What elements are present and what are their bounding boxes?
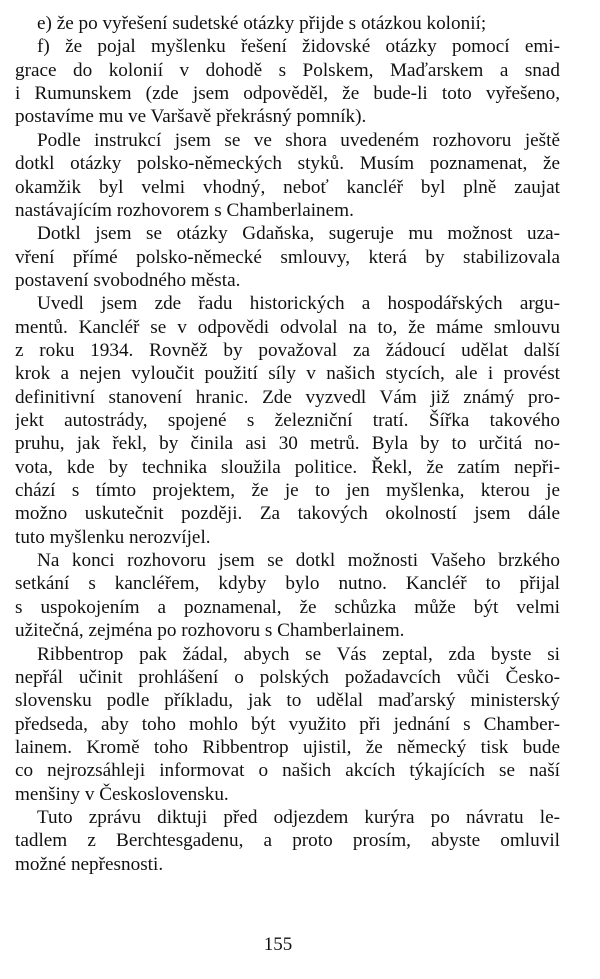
text-line: dotkl otázky polsko-německých styků. Musím poznamenat, že [15,153,560,175]
text-line: možno uskutečnit později. Za takových okolností jsem dále [15,503,560,525]
text-line: z roku 1934. Rovněž by považoval za žádoucí udělat další [15,339,560,361]
text-line: jekt autostrády, spojené s železniční tratí. Šířka takového [15,410,560,431]
text-line: Podle instrukcí jsem se ve shora uvedeném rozhovoru ještě [37,129,560,151]
page-number: 155 [263,934,293,955]
text-line: vření přímé polsko-německé smlouvy, která by stabilizovala [15,246,560,268]
text-line: i Rumunskem (zde jsem odpověděl, že bude-li toto vyřešeno, [15,83,560,105]
text-line: mentů. Kancléř se v odpovědi odvolal na to, že máme smlouvu [15,316,560,338]
text-line: předseda, aby toho mohlo být využito při jednání s Chamber- [15,713,560,735]
text-line: setkání s kancléřem, kdyby bylo nutno. Kancléř to přijal [15,573,560,595]
text-line: okamžik byl velmi vhodný, neboť kancléř byl plně zaujat [15,176,560,198]
text-line: f) že pojal myšlenku řešení židovské otázky pomocí emi- [37,36,560,58]
text-line: postavení svobodného města. [15,269,241,291]
text-line: slovensku podle příkladu, jak to udělal maďarský ministerský [15,690,560,712]
text-line: pruhu, jak řekl, by činila asi 30 metrů. Byla by to určitá no- [15,433,560,455]
text-line: nastávajícím rozhovorem s Chamberlainem. [15,199,354,221]
text-line: tuto myšlenku nerozvíjel. [15,526,211,548]
text-line: nepřál učinit prohlášení o polských požadavcích vůči Česko- [15,666,560,688]
text-line: menšiny v Československu. [15,783,229,805]
text-line: chází s tímto projektem, že je to jen myšlenka, kterou je [15,480,560,501]
text-line: krok a nejen vyloučit použití síly v našich stycích, ale i provést [15,363,560,385]
text-line: postavíme mu ve Varšavě překrásný pomník). [15,106,367,128]
text-line: Ribbentrop pak žádal, abych se Vás zeptal, zda byste si [37,643,560,665]
text-line: užitečná, zejména po rozhovoru s Chamberlainem. [15,620,405,642]
text-line: Uvedl jsem zde řadu historických a hospodářských argu- [37,293,560,315]
text-line: Tuto zprávu diktuji před odjezdem kurýra po návratu le- [37,806,560,828]
text-line: grace do kolonií v dohodě s Polskem, Maďarskem a snad [15,59,560,81]
text-line: Na konci rozhovoru jsem se dotkl možnosti Vašeho brzkého [37,550,560,572]
text-line: Dotkl jsem se otázky Gdaňska, sugeruje mu možnost uza- [37,223,560,245]
text-line: e) že po vyřešení sudetské otázky přijde s otázkou kolonií; [37,13,487,34]
text-line: tadlem z Berchtesgadenu, a proto prosím, abyste omluvil [15,830,560,852]
text-line: možné nepřesnosti. [15,853,164,875]
text-line: s uspokojením a poznamenal, že schůzka může být velmi [15,596,560,618]
text-line: vota, kde by technika sloužila politice. Řekl, že zatím nepři- [15,456,560,478]
text-line: lainem. Kromě toho Ribbentrop ujistil, že německý tisk bude [15,736,560,758]
text-line: definitivní stanovení hranic. Zde vyzvedl Vám již známý pro- [15,386,560,408]
text-line: co nejrozsáhleji informovat o našich akcích týkajících se naší [15,760,560,782]
